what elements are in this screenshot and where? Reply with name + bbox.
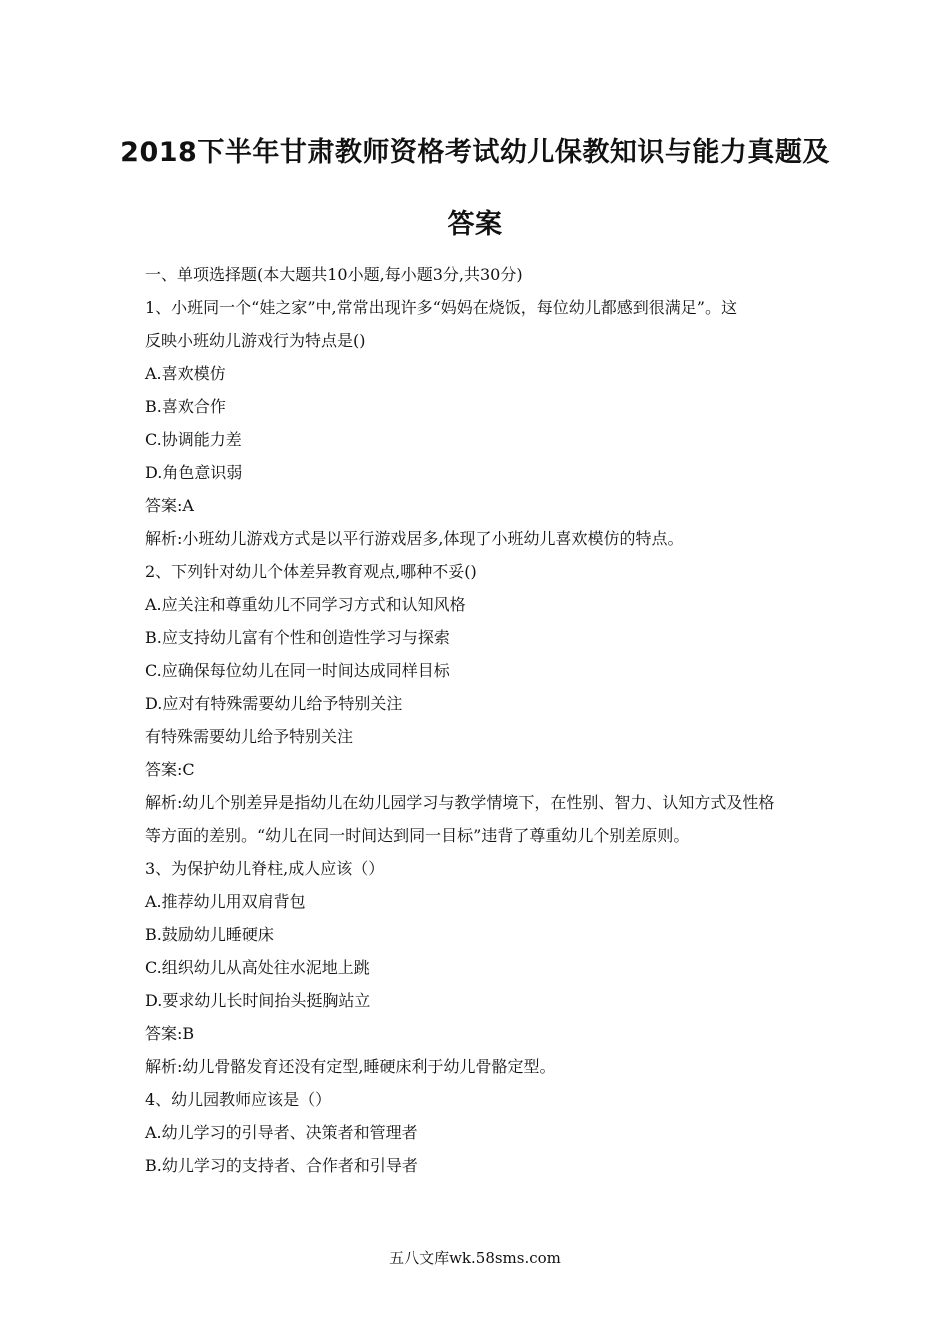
question-1-option-c: C.协调能力差: [145, 430, 242, 449]
question-4-option-a: A.幼儿学习的引导者、决策者和管理者: [145, 1123, 418, 1142]
question-3-answer: 答案:B: [145, 1024, 195, 1043]
document-title-line2: 答案: [447, 209, 503, 240]
question-2-answer: 答案:C: [145, 760, 195, 779]
question-1-answer: 答案:A: [145, 496, 194, 515]
question-1-option-a: A.喜欢模仿: [145, 364, 226, 383]
question-2-option-b: B.应支持幼儿富有个性和创造性学习与探索: [145, 628, 450, 647]
question-2-text: 2、下列针对幼儿个体差异教育观点,哪种不妥(): [145, 562, 477, 581]
question-2-option-c: C.应确保每位幼儿在同一时间达成同样目标: [145, 661, 450, 680]
question-1-text-cont: 反映小班幼儿游戏行为特点是(): [145, 331, 366, 350]
question-3-option-d: D.要求幼儿长时间抬头挺胸站立: [145, 991, 371, 1010]
question-2-analysis: 解析:幼儿个别差异是指幼儿在幼儿园学习与教学情境下，在性别、智力、认知方式及性格: [145, 793, 775, 812]
question-4-text: 4、幼儿园教师应该是（）: [145, 1090, 332, 1109]
question-1-option-b: B.喜欢合作: [145, 397, 226, 416]
question-4-option-b: B.幼儿学习的支持者、合作者和引导者: [145, 1156, 418, 1175]
question-2-option-d: D.应对有特殊需要幼儿给予特别关注: [145, 694, 403, 713]
question-3-analysis: 解析:幼儿骨骼发育还没有定型,睡硬床利于幼儿骨骼定型。: [145, 1057, 556, 1076]
question-2-extra-line: 有特殊需要幼儿给予特别关注: [145, 727, 354, 746]
question-2-option-a: A.应关注和尊重幼儿不同学习方式和认知风格: [145, 595, 466, 614]
question-1-option-d: D.角色意识弱: [145, 463, 243, 482]
question-1-text: 1、小班同一个“娃之家”中,常常出现许多“妈妈在烧饭，每位幼儿都感到很满足”。这: [145, 298, 737, 317]
question-3-option-a: A.推荐幼儿用双肩背包: [145, 892, 306, 911]
question-2-analysis-cont: 等方面的差别。“幼儿在同一时间达到同一目标”违背了尊重幼儿个别差原则。: [145, 826, 690, 845]
section-heading: 一、单项选择题(本大题共10小题,每小题3分,共30分): [145, 265, 523, 284]
question-3-option-b: B.鼓励幼儿睡硬床: [145, 925, 274, 944]
document-body: [145, 258, 815, 1182]
question-3-text: 3、为保护幼儿脊柱,成人应该（）: [145, 859, 385, 878]
question-3-option-c: C.组织幼儿从高处往水泥地上跳: [145, 958, 370, 977]
question-1-analysis: 解析:小班幼儿游戏方式是以平行游戏居多,体现了小班幼儿喜欢模仿的特点。: [145, 529, 684, 548]
page-footer-watermark: 五八文库wk.58sms.com: [389, 1249, 561, 1267]
document-title-line1: 2018下半年甘肃教师资格考试幼儿保教知识与能力真题及: [120, 137, 830, 168]
